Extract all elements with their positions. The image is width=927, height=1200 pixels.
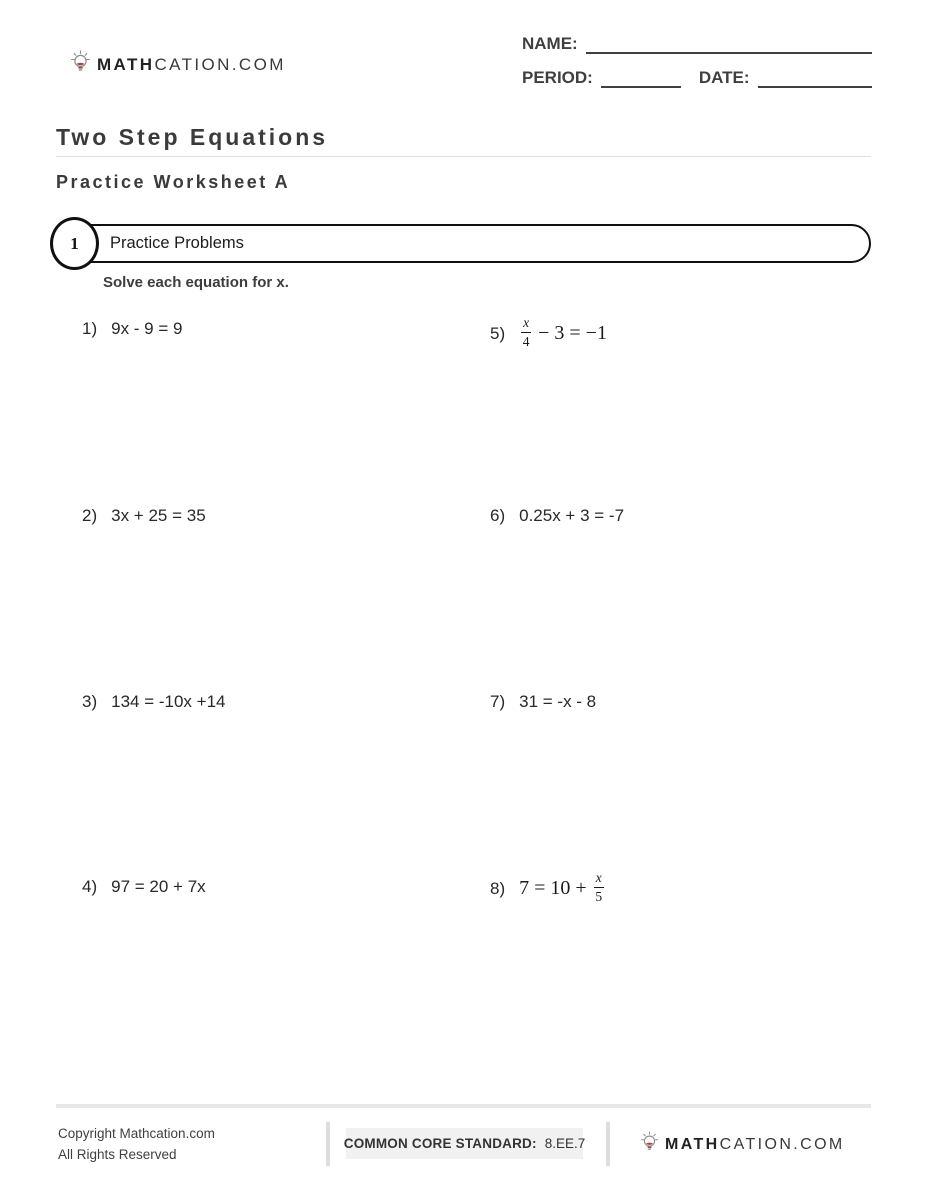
problem-2 (82, 506, 206, 526)
period-date-row (522, 68, 872, 88)
problem-8-number: 8) (490, 878, 506, 898)
period-label: PERIOD: (522, 68, 593, 87)
lightbulb-icon (70, 50, 91, 79)
problem-5-number: 5) (490, 323, 506, 343)
brand-bold: MATH (97, 54, 155, 74)
problem-8-equation (519, 870, 606, 904)
problem-2-number: 2) (82, 506, 98, 525)
title-divider (56, 156, 871, 157)
problem-6 (490, 506, 624, 526)
footer-vertical-divider-left (326, 1122, 330, 1166)
problem-5-equation (519, 315, 607, 349)
section-instruction: Solve each equation for x. (103, 274, 289, 291)
name-label: NAME: (522, 34, 578, 53)
page-title: Two Step Equations (56, 124, 329, 150)
date-label: DATE: (698, 68, 750, 87)
problem-7-equation: 31 = -x - 8 (519, 692, 597, 711)
problem-3 (82, 692, 226, 712)
brand-bold: MATH (665, 1135, 720, 1153)
footer-logo (640, 1131, 845, 1158)
problem-5 (490, 315, 607, 350)
worksheet-subtitle: Practice Worksheet A (56, 172, 291, 192)
copyright (58, 1124, 215, 1166)
common-core-label: COMMON CORE STANDARD: (343, 1136, 537, 1151)
problem-4 (82, 877, 206, 897)
header-logo (70, 50, 286, 79)
fraction-numerator: x (521, 316, 531, 333)
name-blank-line (586, 34, 872, 54)
copyright-line2: All Rights Reserved (58, 1146, 177, 1162)
brand-text (665, 1136, 845, 1154)
fraction-denominator: 5 (595, 888, 603, 904)
problem-6-number: 6) (490, 506, 506, 525)
problem-1-equation: 9x - 9 = 9 (111, 319, 183, 338)
problem-3-equation: 134 = -10x +14 (111, 692, 226, 711)
section-title: Practice Problems (110, 234, 244, 252)
equation-suffix: − 3 = −1 (533, 321, 607, 344)
brand-rest: CATION.COM (154, 54, 286, 74)
problem-7-number: 7) (490, 692, 506, 711)
problem-1-number: 1) (82, 319, 98, 338)
footer-vertical-divider-right (606, 1122, 610, 1166)
section-number: 1 (70, 233, 79, 253)
footer-divider-bar (56, 1104, 871, 1108)
name-field-row (522, 34, 872, 54)
problem-2-equation: 3x + 25 = 35 (111, 506, 206, 525)
brand-text (97, 55, 286, 75)
problem-8 (490, 870, 606, 905)
fraction (521, 316, 531, 348)
problem-3-number: 3) (82, 692, 98, 711)
fraction (594, 871, 604, 903)
equation-prefix: 7 = 10 + (519, 876, 592, 899)
brand-rest: CATION.COM (719, 1135, 845, 1153)
fraction-numerator: x (594, 871, 604, 888)
section-header-box (52, 224, 871, 263)
common-core-value: 8.EE.7 (544, 1136, 586, 1151)
lightbulb-icon (640, 1131, 659, 1158)
period-blank-line (601, 68, 681, 88)
common-core-box (343, 1128, 586, 1159)
student-fields (522, 34, 872, 102)
problem-1 (82, 319, 182, 339)
problem-4-number: 4) (82, 877, 98, 896)
section-number-circle (50, 217, 99, 270)
copyright-line1: Copyright Mathcation.com (58, 1126, 215, 1141)
problem-6-equation: 0.25x + 3 = -7 (519, 506, 625, 525)
problem-4-equation: 97 = 20 + 7x (111, 877, 206, 896)
date-blank-line (758, 68, 872, 88)
problem-7 (490, 692, 596, 712)
fraction-denominator: 4 (522, 333, 530, 349)
